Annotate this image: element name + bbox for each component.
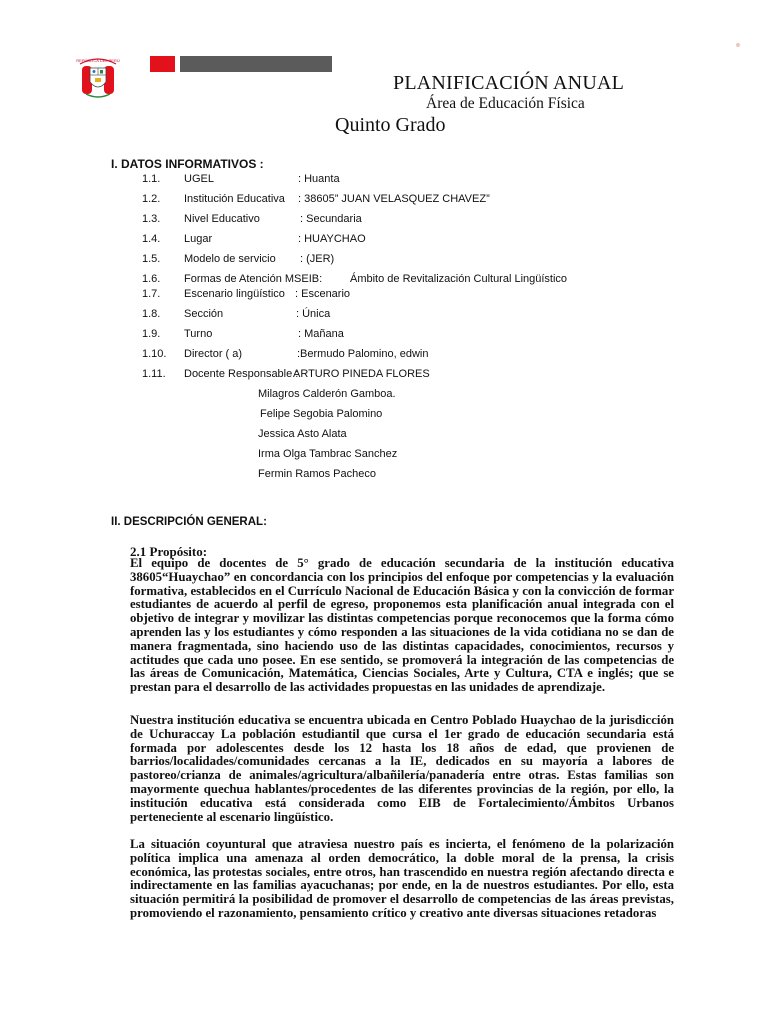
row-value: : Secundaria [300, 213, 362, 225]
header-red-band [150, 56, 175, 72]
row-number: 1.11. [142, 368, 166, 380]
row-label: Institución Educativa [184, 193, 285, 205]
purpose-paragraph-2: Nuestra institución educativa se encuentra ubicada en Centro Poblado Huaychao de la jurisdicción de Uchuraccay La población estudiantil que cursa el 1er grado de educación secundaria está formada por adolescentes desde los 12 hasta los 18 años de edad, que provienen de barrios/localidades/comunidades cercanas a la IE, dedicados en su mayoría a labores de pastoreo/crianza de animales/agricultura/albañilería/panadería entre otras. Estas familias son mayormente quechua hablantes/procedentes de las diferentes provincias de la región, por ello, la institución educativa está considerada como EIB de Fortalecimiento/Ámbitos Urbanos perteneciente al escenario lingüístico. [130, 713, 674, 824]
purpose-heading: 2.1 Propósito: [130, 544, 208, 559]
row-number: 1.7. [142, 288, 161, 300]
row-number: 1.3. [142, 213, 161, 225]
document-grade: Quinto Grado [335, 114, 446, 136]
row-value: : Mañana [298, 328, 344, 340]
section-1-heading: I. DATOS INFORMATIVOS : [111, 157, 264, 171]
teacher-name: Felipe Segobia Palomino [260, 408, 383, 420]
decorative-dot [736, 43, 740, 47]
row-number: 1.10. [142, 348, 167, 360]
row-number: 1.8. [142, 308, 161, 320]
row-label: Modelo de servicio [184, 253, 276, 265]
row-value: : Escenario [295, 288, 351, 300]
row-number: 1.9. [142, 328, 161, 340]
header-gray-band [180, 56, 332, 72]
row-value: : Única [296, 308, 331, 320]
row-label: Docente Responsable : [184, 368, 299, 380]
row-label: Escenario lingüístico [184, 288, 285, 300]
row-value: ARTURO PINEDA FLORES [293, 368, 430, 380]
row-number: 1.6. [142, 273, 161, 285]
row-value: : (JER) [300, 253, 335, 265]
row-value: Ámbito de Revitalización Cultural Lingüístico [350, 273, 568, 285]
row-value: :Bermudo Palomino, edwin [297, 348, 429, 360]
purpose-paragraph-3: La situación coyuntural que atraviesa nuestro país es incierta, el fenómeno de la polarización política implica una amenaza al orden democrático, la doble moral de la prensa, la crisis económica, las protestas sociales, entre otros, han trascendido en nuestra región afectando directa e indirectamente en las familias ayacuchanas; por ende, en la de nuestros estudiantes. Por ello, esta situación permitirá la posibilidad de promover el desarrollo de competencias de las áreas previstas, promoviendo el razonamiento, pensamiento crítico y creativo ante diversas situaciones retadoras [130, 837, 674, 920]
row-label: Formas de Atención MSEIB: [184, 273, 323, 285]
row-value: : 38605” JUAN VELASQUEZ CHAVEZ” [298, 193, 490, 205]
section-2-heading: II. DESCRIPCIÓN GENERAL: [111, 516, 267, 528]
row-number: 1.1. [142, 173, 161, 185]
row-number: 1.5. [142, 253, 161, 265]
row-value: : Huanta [298, 173, 340, 185]
row-label: Nivel Educativo [184, 213, 260, 225]
row-label: Turno [184, 328, 213, 340]
teacher-name: Fermin Ramos Pacheco [258, 468, 376, 480]
row-value: : HUAYCHAO [298, 233, 366, 245]
teacher-name: Jessica Asto Alata [258, 428, 347, 440]
row-label: Sección [184, 308, 224, 320]
teacher-name: Milagros Calderón Gamboa. [258, 388, 396, 400]
row-label: UGEL [184, 173, 214, 185]
peru-coat-of-arms-logo [76, 52, 120, 100]
row-number: 1.4. [142, 233, 161, 245]
logo-text: REPÚBLICA DEL PERÚ [76, 58, 120, 63]
row-number: 1.2. [142, 193, 161, 205]
row-label: Lugar [184, 233, 213, 245]
document-title: PLANIFICACIÓN ANUAL [393, 72, 625, 94]
row-label: Director ( a) [184, 348, 243, 360]
document-subtitle: Área de Educación Física [426, 95, 585, 112]
teacher-name: Irma Olga Tambrac Sanchez [258, 448, 398, 460]
purpose-paragraph-1: El equipo de docentes de 5° grado de educación secundaria de la institución educativa 38605“Huaychao” en concordancia con los principios del enfoque por competencias y la evaluación formativa, establecidos en el Currículo Nacional de Educación Básica y con la convicción de formar estudiantes de acuerdo al perfil de egreso, proponemos esta planificación anual integrada con el objetivo de integrar y movilizar las distintas competencias porque reconocemos que la forma cómo aprenden las y los estudiantes y cómo responden a las situaciones de la vida cotidiana no se dan de manera fragmentada, sino haciendo uso de las distintas capacidades, conocimientos, recursos y actitudes que cada uno posee. En ese sentido, se promoverá la integración de las competencias de las áreas de Comunicación, Matemática, Ciencias Sociales, Arte y Cultura, CTA e inglés; que se prestan para el desarrollo de las actividades propuestas en las unidades de aprendizaje. [130, 556, 674, 695]
